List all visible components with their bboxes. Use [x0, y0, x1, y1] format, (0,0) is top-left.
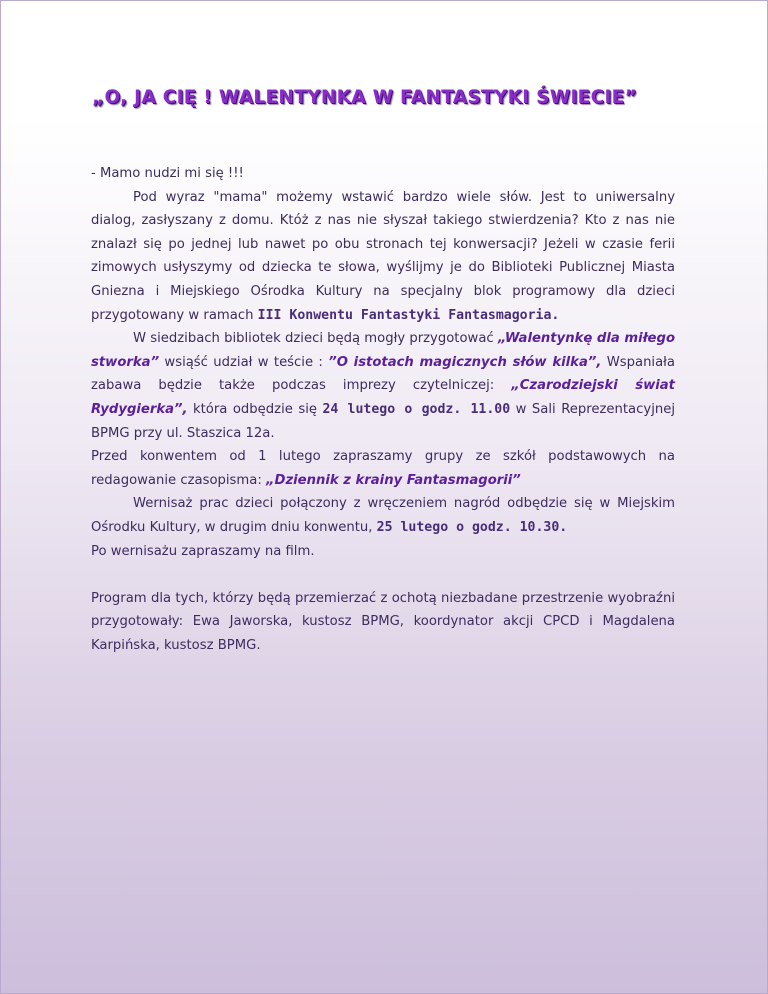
activities-text-4: która odbędzie się — [187, 401, 323, 417]
activities-text-3: Wspaniała zabawa będzie także podczas imprezy czytelniczej: — [91, 354, 675, 394]
intro-text: Pod wyraz "mama" możemy wstawić bardzo wiele słów. Jest to uniwersalny dialog, zasłyszany z domu. Któż z nas nie słyszał takiego stwierdzenia? Kto z nas nie znalazł się po jednej lub nawet po obu stronach tej konwersacji? Jeżeli w czasie ferii zimowych usłyszymy od dziecka te słowa, wyślijmy je do Biblioteki Publicznej Miasta Gniezna i Miejskiego Ośrodka Kultury na specjalny blok programowy dla dzieci przygotowany w ramach — [91, 189, 675, 323]
activities-text-1: W siedzibach bibliotek dzieci będą mogły przygotować — [133, 331, 498, 347]
opening-line: - Mamo nudzi mi się !!! — [91, 166, 244, 181]
vernissage-text: Wernisaż prac dzieci połączony z wręczeniem nagród odbędzie się w Miejskim Ośrodku Kultury, w drugim dniu konwentu, — [91, 496, 675, 535]
magazine-title: „Dziennik z krainy Fantasmagorii” — [266, 472, 521, 488]
magazine-text: Przed konwentem od 1 lutego zapraszamy grupy ze szkół podstawowych na redagowanie czasopisma: — [91, 449, 675, 488]
article-body — [91, 162, 675, 657]
paragraph-activities — [91, 327, 675, 445]
event-date-2: 25 lutego o godz. 10.30. — [376, 519, 568, 535]
quiz-title: ”O istotach magicznych słów kilka”, — [328, 354, 602, 370]
paragraph-vernissage — [91, 492, 675, 539]
valentine-title: „Walentynkę dla miłego stworka” — [91, 331, 675, 370]
event-date-1: 24 lutego o godz. 11.00 — [322, 401, 511, 417]
paragraph-magazine — [91, 445, 675, 492]
paragraph-credits: Program dla tych, którzy będą przemierzać z ochotą niezbadane przestrzenie wyobraźni przygotowały: Ewa Jaworska, kustosz BPMG, koordynator akcji CPCD i Magdalena Karpińska, kustosz BPMG. — [91, 590, 675, 653]
convention-name: III Konwentu Fantastyki Fantasmagoria. — [257, 307, 560, 323]
paragraph-film: Po wernisażu zapraszamy na film. — [91, 543, 315, 559]
document-page — [1, 1, 767, 993]
reading-event-title: „Czarodziejski świat Rydygierka”, — [91, 378, 675, 417]
activities-text-5: w Sali Reprezentacyjnej BPMG przy ul. Staszica 12a. — [91, 401, 675, 441]
spacer — [91, 563, 675, 587]
activities-text-2: wsiąść udział w teście : — [159, 354, 329, 370]
paragraph-intro — [91, 186, 675, 328]
page-title: „O, JA CIĘ ! WALENTYNKA W FANTASTYKI ŚWIECIE” — [92, 87, 638, 108]
